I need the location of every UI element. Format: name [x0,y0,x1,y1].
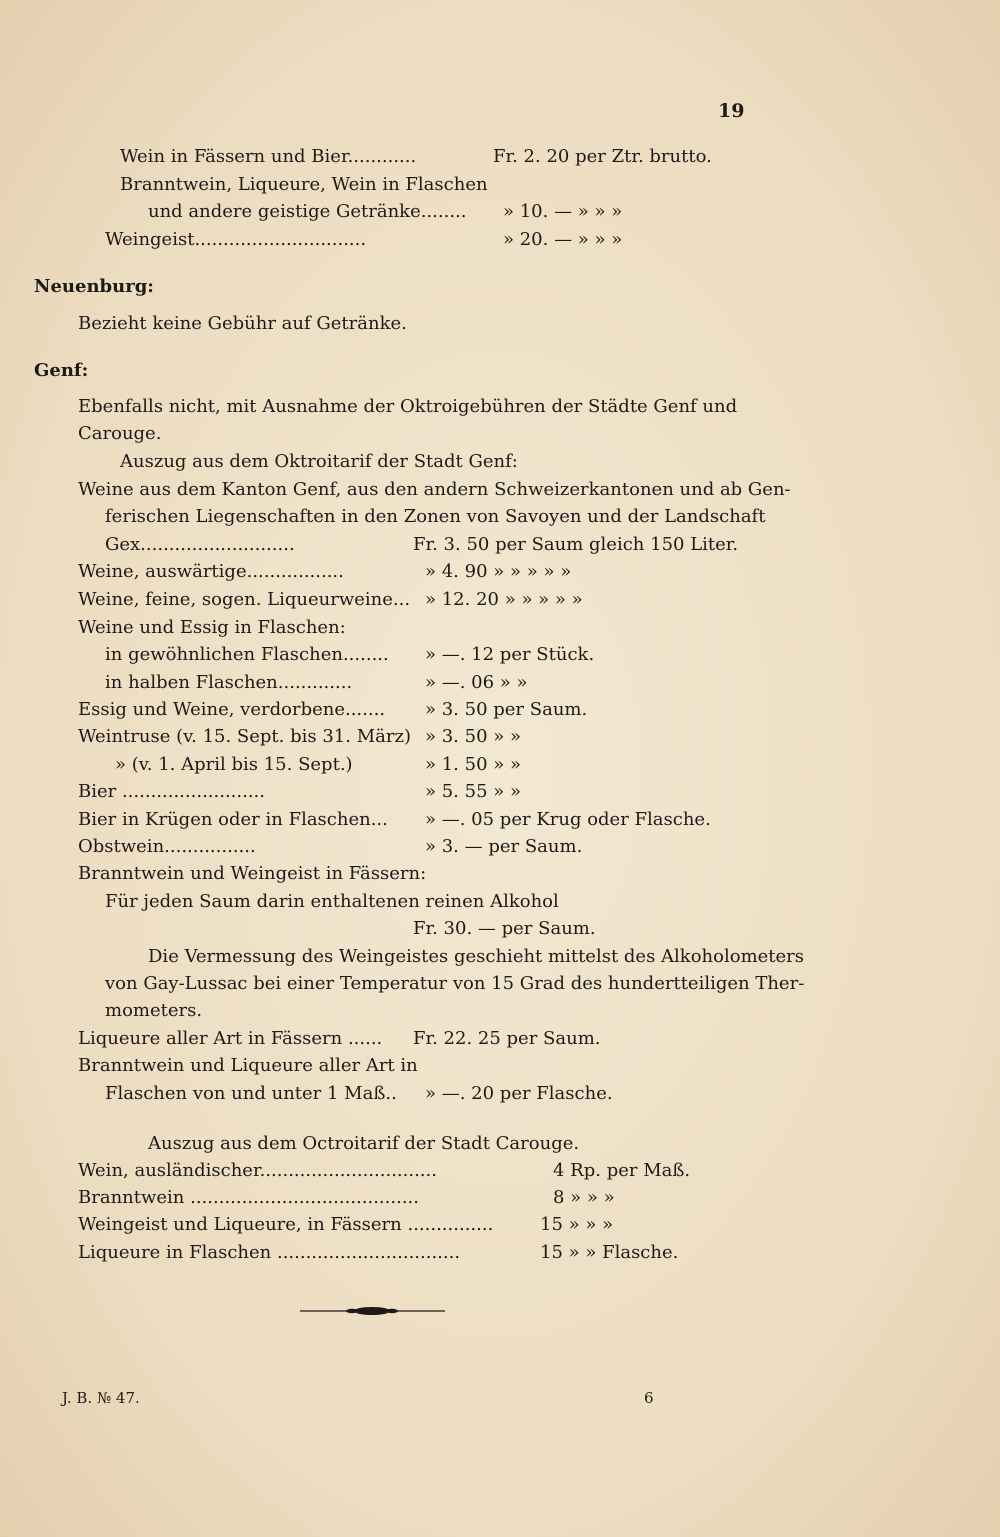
text-line: Branntwein und Liqueure aller Art in [78,1055,418,1076]
text-line: Weingeist.............................. [105,229,367,250]
text-line: von Gay-Lussac bei einer Temperatur von 15 Grad des hundertteiligen Ther- [105,973,805,994]
text-line: 15 » » Flasche. [540,1242,679,1263]
text-line: » 1. 50 » » [425,754,522,775]
text-line: Gex........................... [105,534,295,555]
text-line: Die Vermessung des Weingeistes geschieht mittelst des Alkoholometers [148,946,805,967]
text-line: in gewöhnlichen Flaschen........ [105,644,389,665]
text-line: » (v. 1. April bis 15. Sept.) [115,754,353,775]
text-line: Wein, ausländischer............................... [78,1160,437,1181]
text-line: Branntwein und Weingeist in Fässern: [78,863,427,884]
text-line: » —. 12 per Stück. [425,644,595,665]
text-line: » —. 05 per Krug oder Flasche. [425,809,711,830]
footer-left: J. B. № 47. [62,1389,140,1407]
text-line: Bier in Krügen oder in Flaschen... [78,809,388,830]
page-number: 19 [718,100,745,122]
text-line: Fr. 22. 25 per Saum. [413,1028,601,1049]
text-line: 8 » » » [553,1187,615,1208]
text-line: Für jeden Saum darin enthaltenen reinen Alkohol [105,891,559,912]
text-line: Carouge. [78,423,162,444]
text-line: Fr. 3. 50 per Saum gleich 150 Liter. [413,534,739,555]
text-line: » —. 06 » » [425,672,528,693]
section-heading: Genf: [34,360,89,381]
text-line: » 5. 55 » » [425,781,522,802]
text-line: mometers. [105,1000,203,1021]
text-line: Flaschen von und unter 1 Maß.. [105,1083,397,1104]
text-line: in halben Flaschen............. [105,672,353,693]
section-heading: Neuenburg: [34,276,154,297]
text-line: » 12. 20 » » » » » [425,589,583,610]
footer-right: 6 [644,1389,654,1407]
text-line: Weingeist und Liqueure, in Fässern ............... [78,1214,494,1235]
section-heading: Auszug aus dem Octroitarif der Stadt Carouge. [148,1133,580,1154]
text-line: Weine, auswärtige................. [78,561,344,582]
text-line: Branntwein ........................................ [78,1187,419,1208]
text-line: Weine aus dem Kanton Genf, aus den andern Schweizerkantonen und ab Gen- [78,479,791,500]
text-line: » 10. — » » » [503,201,623,222]
text-line: » 20. — » » » [503,229,623,250]
text-line: Fr. 30. — per Saum. [413,918,596,939]
text-line: Branntwein, Liqueure, Wein in Flaschen [120,174,488,195]
text-line: » 3. 50 » » [425,726,522,747]
text-line: Essig und Weine, verdorbene....... [78,699,386,720]
text-line: Ebenfalls nicht, mit Ausnahme der Oktroigebühren der Städte Genf und [78,396,738,417]
text-line: » 3. — per Saum. [425,836,583,857]
text-line: Weintruse (v. 15. Sept. bis 31. März) [78,726,411,747]
text-line: Weine und Essig in Flaschen: [78,617,346,638]
text-line: Bier ......................... [78,781,266,802]
text-line: 15 » » » [540,1214,614,1235]
text-line: Weine, feine, sogen. Liqueurweine... [78,589,411,610]
text-line: Bezieht keine Gebühr auf Getränke. [78,313,407,334]
text-line: » 3. 50 per Saum. [425,699,588,720]
text-line: Fr. 2. 20 per Ztr. brutto. [493,146,712,167]
text-line: ferischen Liegenschaften in den Zonen von Savoyen und der Landschaft [105,506,766,527]
text-line: Wein in Fässern und Bier............ [120,146,417,167]
text-line: und andere geistige Getränke........ [148,201,467,222]
text-line: » 4. 90 » » » » » [425,561,572,582]
text-line: 4 Rp. per Maß. [553,1160,691,1181]
text-line: » —. 20 per Flasche. [425,1083,613,1104]
text-line: Obstwein................ [78,836,256,857]
text-line: Liqueure in Flaschen ................................ [78,1242,461,1263]
ornament-divider [300,1305,445,1317]
text-line: Auszug aus dem Oktroitarif der Stadt Genf: [120,451,518,472]
text-line: Liqueure aller Art in Fässern ...... [78,1028,383,1049]
